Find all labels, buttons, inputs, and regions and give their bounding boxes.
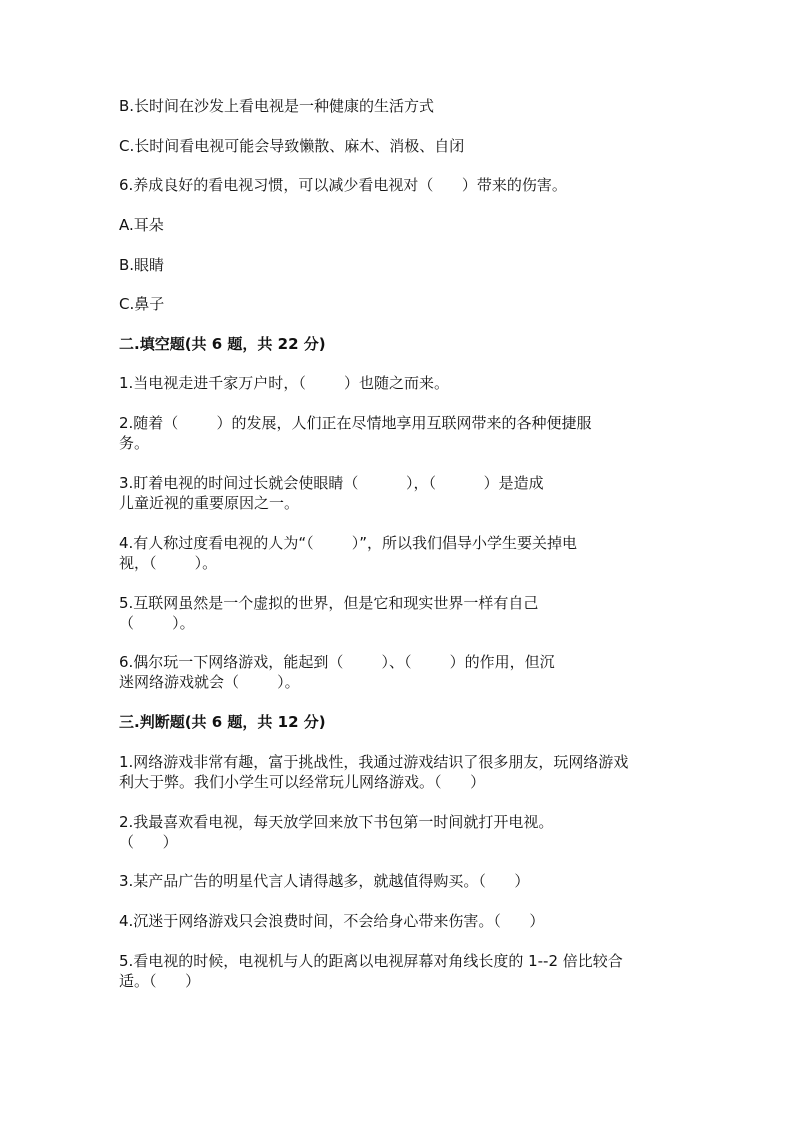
- judge-question-1-line: 1.网络游戏非常有趣，富于挑战性，我通过游戏结识了很多朋友，玩网络游戏: [119, 753, 629, 771]
- fill-question-5-line: 5.互联网虽然是一个虚拟的世界，但是它和现实世界一样有自己: [119, 594, 539, 612]
- judge-question-1-line: 利大于弊。我们小学生可以经常玩儿网络游戏。（ ）: [119, 773, 486, 791]
- fill-question-6-line: 6.偶尔玩一下网络游戏，能起到（ ）、（ ）的作用，但沉: [119, 653, 555, 671]
- fill-question-3-line: 3.盯着电视的时间过长就会使眼睛（ ），（ ）是造成: [119, 474, 544, 492]
- option-b-line: B.长时间在沙发上看电视是一种健康的生活方式: [119, 97, 435, 115]
- question-6-line: 6.养成良好的看电视习惯，可以减少看电视对（ ）带来的伤害。: [119, 176, 567, 194]
- judge-question-4-line: 4.沉迷于网络游戏只会浪费时间，不会给身心带来伤害。（ ）: [119, 912, 545, 930]
- judge-question-5-line: 5.看电视的时候，电视机与人的距离以电视屏幕对角线长度的 1--2 倍比较合: [119, 952, 623, 970]
- section-heading-fill-blank: 二.填空题(共 6 题，共 22 分): [119, 335, 326, 353]
- fill-question-1-line: 1.当电视走进千家万户时，（ ）也随之而来。: [119, 374, 449, 392]
- option-c-line: C.长时间看电视可能会导致懒散、麻木、消极、自闭: [119, 137, 465, 155]
- fill-question-3-line: 儿童近视的重要原因之一。: [119, 494, 300, 512]
- fill-question-2-line: 2.随着（ ）的发展，人们正在尽情地享用互联网带来的各种便捷服: [119, 414, 592, 432]
- fill-question-4-line: 4.有人称过度看电视的人为“（ ）”，所以我们倡导小学生要关掉电: [119, 534, 578, 552]
- fill-question-2-line: 务。: [119, 434, 150, 452]
- judge-question-2-line: （ ）: [119, 833, 178, 851]
- option-b-line: B.眼睛: [119, 256, 165, 274]
- section-heading-true-false: 三.判断题(共 6 题，共 12 分): [119, 713, 326, 731]
- fill-question-6-line: 迷网络游戏就会（ ）。: [119, 673, 300, 691]
- judge-question-5-line: 适。（ ）: [119, 972, 201, 990]
- judge-question-2-line: 2.我最喜欢看电视，每天放学回来放下书包第一时间就打开电视。: [119, 813, 554, 831]
- fill-question-4-line: 视，（ ）。: [119, 554, 218, 572]
- option-a-line: A.耳朵: [119, 216, 164, 234]
- option-c-line: C.鼻子: [119, 295, 165, 313]
- judge-question-3-line: 3.某产品广告的明星代言人请得越多，就越值得购买。（ ）: [119, 872, 530, 890]
- fill-question-5-line: （ ）。: [119, 614, 195, 632]
